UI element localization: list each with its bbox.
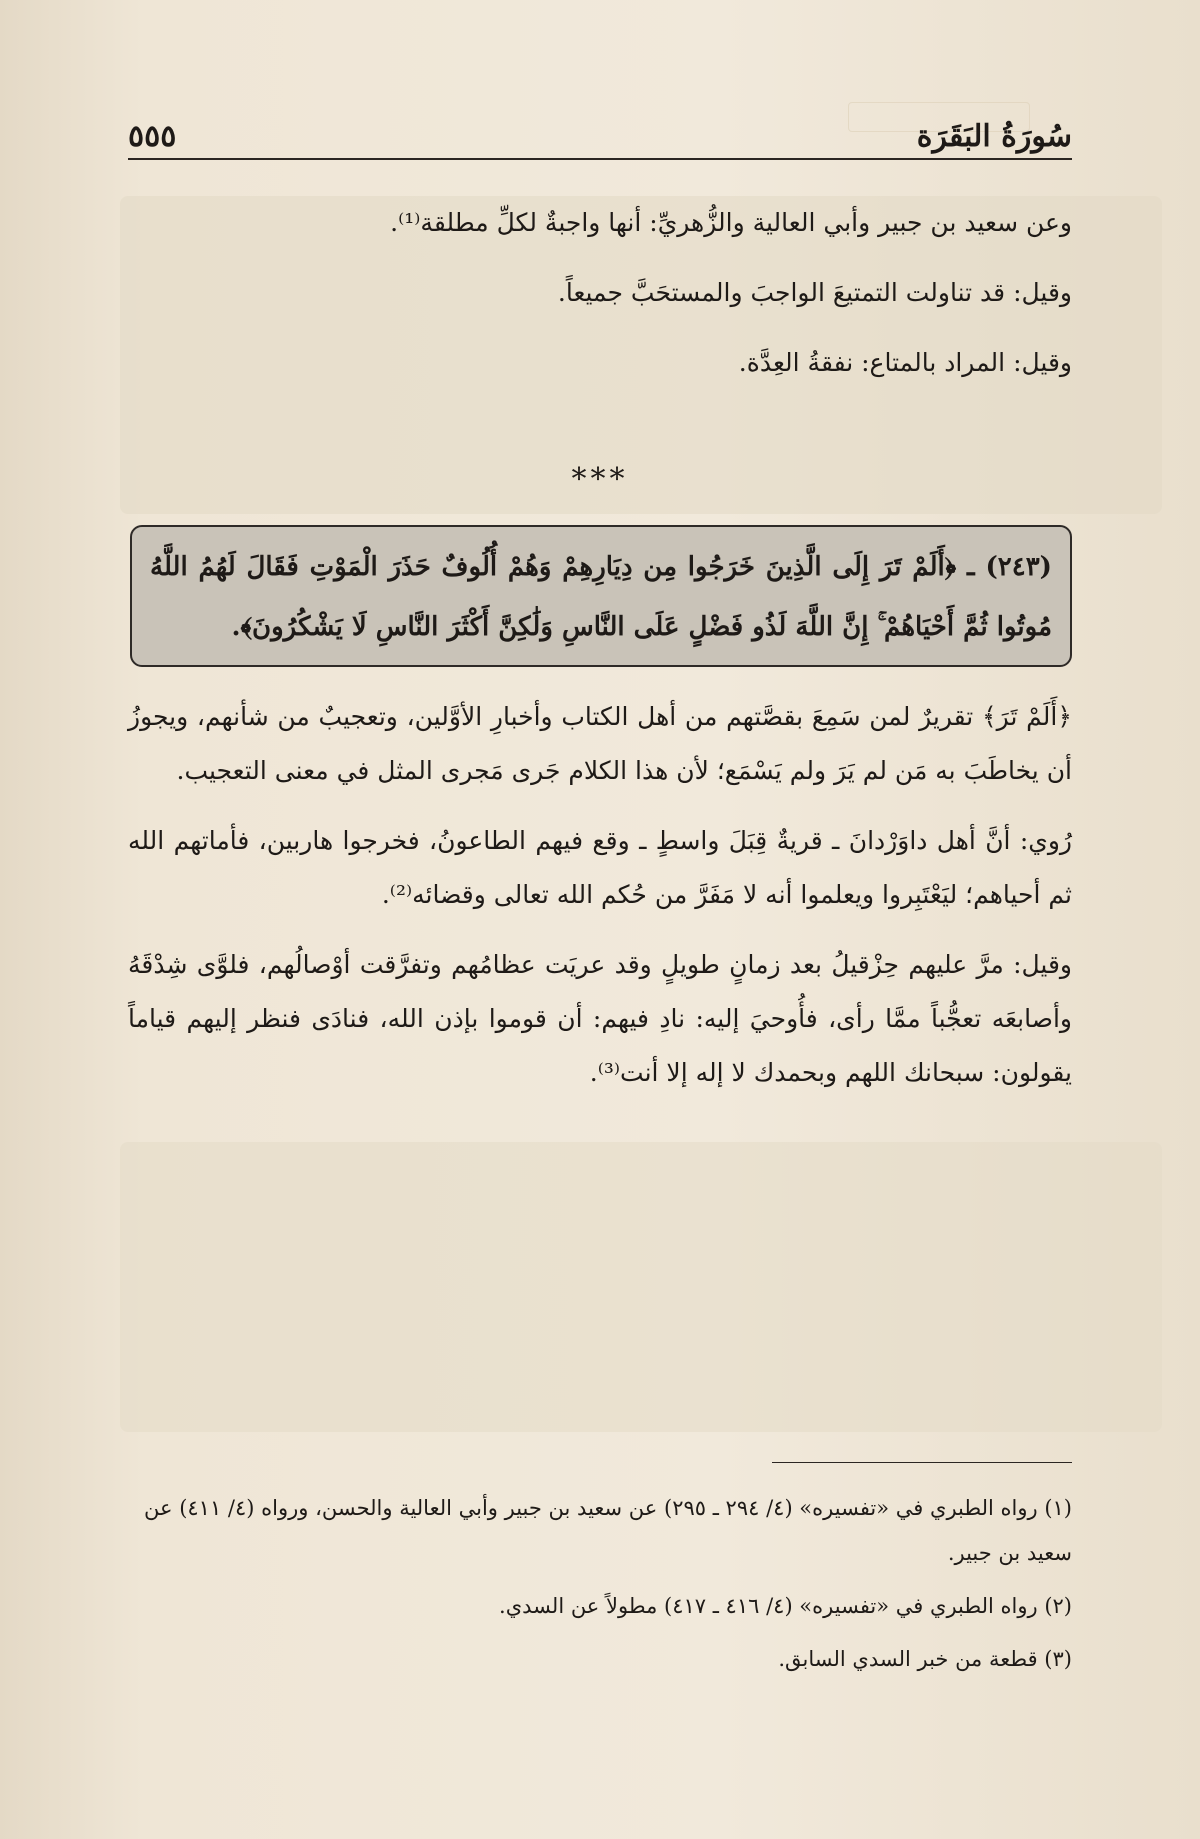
paragraph: وقيل: المراد بالمتاع: نفقةُ العِدَّة. [738,348,1072,377]
verse-text: ﴿أَلَمْ تَرَ إِلَى الَّذِينَ خَرَجُوا مِن دِيَارِهِمْ وَهُمْ أُلُوفٌ حَذَرَ الْمَوْتِ فَقَالَ لَهُمُ اللَّهُ مُوتُوا ثُمَّ أَحْيَاهُمْ ۚ إِنَّ اللَّهَ لَذُو فَضْلٍ عَلَى النَّاسِ وَلَٰكِنَّ أَكْثَرَ النَّاسِ لَا يَشْكُرُونَ﴾. [150,552,1052,642]
footnote-divider [772,1462,1072,1463]
verse-number: (٢٤٣) [985,552,1052,582]
paragraph: وقيل: قد تناولت التمتيعَ الواجبَ والمستحَبَّ جميعاً. [557,278,1072,307]
section-separator: *** [571,462,629,497]
main-paragraphs [128,690,1072,1116]
top-paragraphs [128,196,1072,406]
quran-verse-box: (٢٤٣) ـ ﴿أَلَمْ تَرَ إِلَى الَّذِينَ خَرَجُوا مِن دِيَارِهِمْ وَهُمْ أُلُوفٌ حَذَرَ الْمَوْتِ فَقَالَ لَهُمُ اللَّهُ مُوتُوا ثُمَّ أَحْيَاهُمْ ۚ إِنَّ اللَّهَ لَذُو فَضْلٍ عَلَى النَّاسِ وَلَٰكِنَّ أَكْثَرَ النَّاسِ لَا يَشْكُرُونَ﴾. [130,525,1072,667]
paragraph: رُوي: أنَّ أهل داوَرْدانَ ـ قريةٌ قِبَلَ واسطٍ ـ وقع فيهم الطاعونُ، فخرجوا هاربين، فأماتهم الله ثم أحياهم؛ ليَعْتَبِروا ويعلموا أنه لا مَفَرَّ من حُكم الله تعالى وقضائه⁽²⁾. [128,826,1072,909]
paragraph: ﴿أَلَمْ تَرَ﴾ تقريرٌ لمن سَمِعَ بقصَّتهم من أهل الكتاب وأخبارِ الأوَّلين، وتعجيبٌ من شأنهم، ويجوزُ أن يخاطَبَ به مَن لم يَرَ ولم يَسْمَع؛ لأن هذا الكلام جَرى مَجرى المثل في معنى التعجيب. [128,702,1072,785]
paragraph: وقيل: مرَّ عليهم حِزْقيلُ بعد زمانٍ طويلٍ وقد عريَت عظامُهم وتفرَّقت أوْصالُهم، فلوَّى شِدْقَهُ وأصابعَه تعجُّباً ممَّا رأى، فأُوحيَ إليه: نادِ فيهم: أن قوموا بإذن الله، فنادَى فنظر إليهم قياماً يقولون: سبحانك اللهم وبحمدك لا إله إلا أنت⁽³⁾. [128,950,1072,1087]
page-header [128,112,1072,160]
surah-title: سُورَةُ البَقَرَة [916,119,1072,154]
footnote: (٣) قطعة من خبر السدي السابق. [778,1647,1072,1671]
footnotes [128,1486,1072,1690]
shaded-region [120,1142,1162,1432]
footnote: (٢) رواه الطبري في «تفسيره» (٤/ ٤١٦ ـ ٤١٧) مطولاً عن السدي. [499,1594,1072,1618]
paragraph: وعن سعيد بن جبير وأبي العالية والزُّهريِّ: أنها واجبةٌ لكلِّ مطلقة⁽¹⁾. [390,208,1072,237]
footnote: (١) رواه الطبري في «تفسيره» (٤/ ٢٩٤ ـ ٢٩٥) عن سعيد بن جبير وأبي العالية والحسن، ورواه (٤/ ٤١١) عن سعيد بن جبير. [144,1496,1072,1565]
page-number: ٥٥٥ [128,119,177,154]
